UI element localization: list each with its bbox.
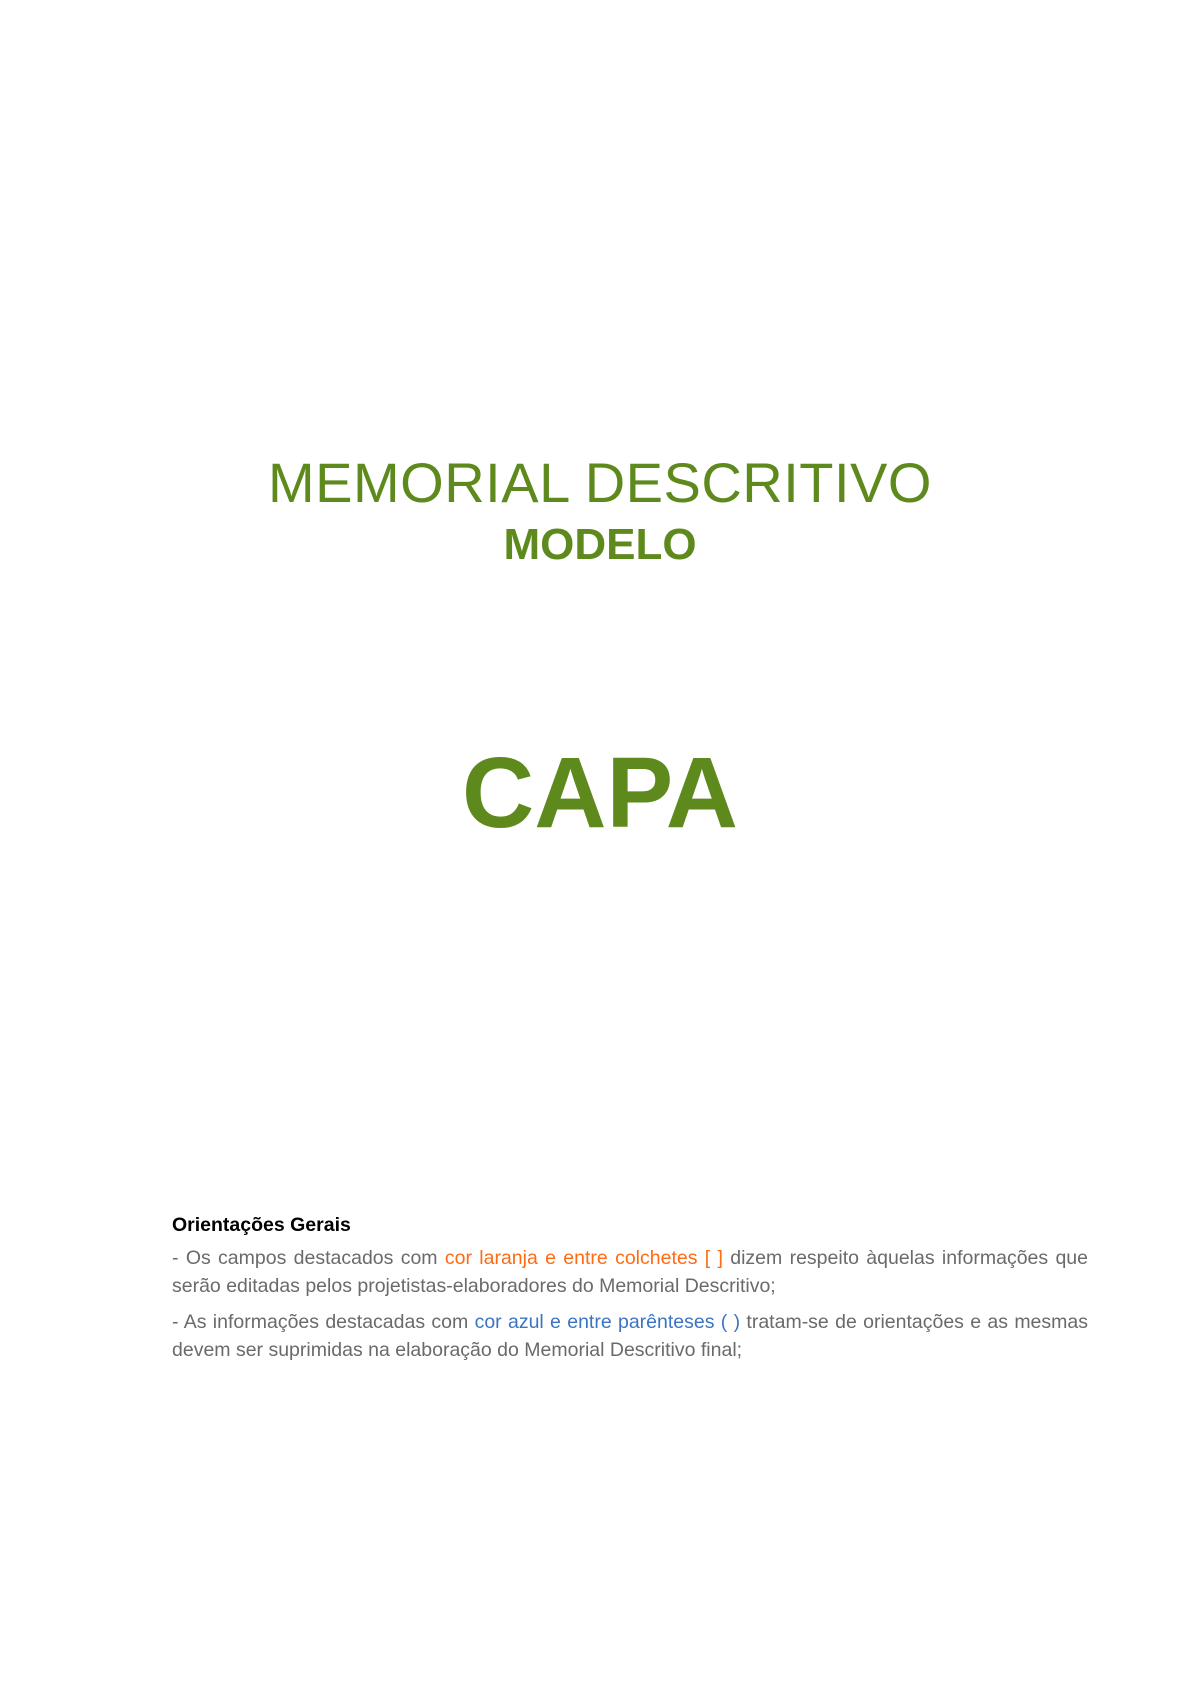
document-title: MEMORIAL DESCRITIVO	[268, 451, 932, 514]
guidelines-section	[172, 1212, 1088, 1372]
document-subtitle: MODELO	[503, 520, 697, 569]
guideline-item-1-prefix: - Os campos destacados com	[172, 1247, 445, 1269]
guideline-item-2-highlight: cor azul e entre parênteses ( )	[474, 1311, 741, 1333]
guideline-item-orange	[172, 1244, 1088, 1300]
section-title-capa: CAPA	[462, 737, 738, 849]
guideline-item-blue	[172, 1308, 1088, 1364]
guideline-item-2-suffix: tratam-se de orientações e as mesmas devem ser suprimidas na elaboração do Memorial Descritivo final;	[172, 1311, 1088, 1361]
guidelines-heading: Orientações Gerais	[172, 1214, 351, 1236]
guideline-item-1-highlight: cor laranja e entre colchetes [ ]	[444, 1247, 723, 1269]
guideline-item-2-prefix: - As informações destacadas com	[172, 1311, 475, 1333]
guideline-item-1-suffix: dizem respeito àquelas informações que serão editadas pelos projetistas-elaboradores do Memorial Descritivo;	[172, 1247, 1088, 1297]
